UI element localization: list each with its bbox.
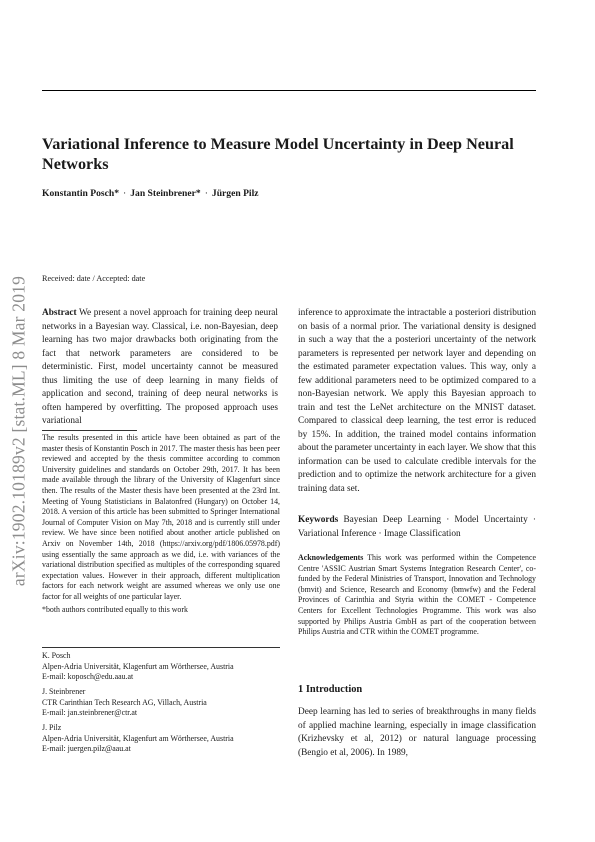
author-2: Jan Steinbrener* xyxy=(130,188,201,199)
keywords-label: Keywords xyxy=(298,515,339,525)
affiliation-email: E-mail: koposch@edu.aau.at xyxy=(42,672,134,682)
arxiv-stamp-text: arXiv:1902.10189v2 [stat.ML] 8 Mar 2019 xyxy=(8,275,29,587)
section-title: Introduction xyxy=(305,684,363,695)
abstract-text-left: We present a novel approach for training deep neural networks in a Bayesian way. Classical, i.e. non-Bayesian, deep learning has two major drawbacks both originating from the fact that network parameters are considered to be deterministic. First, model uncertainty cannot be measured thus limiting the use of deep learning in many fields of application and second, training of deep neural networks is often hampered by overfitting. The proposed approach uses variational xyxy=(42,308,278,426)
author-separator: · xyxy=(204,188,208,199)
affiliation-name: J. Pilz xyxy=(42,723,62,732)
footnote-text: The results presented in this article have been obtained as part of the master thesis of Konstantin Posch in 2017. The master thesis has been peer reviewed and accepted by the thesis committee according to common University guidelines and standards on October 29th, 2017. It has been made available through the library of the University of Klagenfurt since then. The results of the Master thesis have been presented at the 23rd Int. Meeting of Young Statisticians in Balatonfred (Hungary) on October 14, 2018. A version of this article has been submitted to Springer International Journal of Computer Vision on May 7th, 2018 and is currently still under review. We have since been notified about another article published on Arxiv on November 14th, 2018 (https://arxiv.org/pdf/1806.05978.pdf) using essentially the same approach as we did, i.e. with variances of the variational distribution specified as multiples of the corresponding squared expectation values. However in their approach, different multiplication factors for each network weight are assumed whereas we only use one factor for all weights of one particular layer. xyxy=(42,433,280,601)
footnote xyxy=(42,433,280,615)
affiliation-2 xyxy=(42,687,290,719)
acknowledgements xyxy=(298,553,536,638)
abstract-right xyxy=(298,307,536,496)
affiliation-3 xyxy=(42,723,290,755)
arxiv-stamp xyxy=(4,258,34,604)
section-body xyxy=(298,706,536,760)
equal-contribution-note: *both authors contributed equally to this work xyxy=(42,604,188,614)
affiliation-name: J. Steinbrener xyxy=(42,687,86,696)
affiliation-rule xyxy=(42,647,280,648)
author-1: Konstantin Posch* xyxy=(42,188,120,199)
top-rule xyxy=(42,90,536,91)
affiliation-name: K. Posch xyxy=(42,651,71,660)
author-separator: · xyxy=(123,188,127,199)
keywords xyxy=(298,514,536,541)
footnote-rule xyxy=(42,430,137,431)
acknowledgements-text: This work was performed within the Competence Centre 'ASSIC Austrian Smart Systems Integration Research Center', co-funded by the Federal Ministries of Transport, Innovation and Technology (bmvit) and Science, Research and Economy (bmwfw) and the Federal Provinces of Carinthia and Styria within the COMET - Competence Centers for Excellent Technologies Programme. This work was also supported by Philips Austria GmbH as part of the cooperation between Philips Austria and CTR within the COMET programme. xyxy=(298,553,536,637)
author-3: Jürgen Pilz xyxy=(211,188,259,199)
section-number: 1 xyxy=(298,684,304,695)
paper-title: Variational Inference to Measure Model Uncertainty in Deep Neural Networks xyxy=(42,135,514,173)
affiliation-institution: CTR Carinthian Tech Research AG, Villach, Austria xyxy=(42,697,207,707)
section-text: Deep learning has led to series of breakthroughs in many fields of applied machine learning, especially in image classification (Krizhevsky et al, 2012) or natural language processing (Bengio et al, 2006). In 1989, xyxy=(298,707,536,758)
abstract-text-right: inference to approximate the intractable a posteriori distribution on basis of a normal prior. The variational density is designed in such a way that the a posteriori uncertainty of the network parameters is represented per network layer and depending on the estimated parameter expectation values. This way, only a few additional parameters need to be optimized compared to a non-Bayesian network. We apply this Bayesian approach to train and test the LeNet architecture on the MNIST dataset. Compared to classical deep learning, the test error is reduced by 15%. In addition, the trained model contains information about the parameter uncertainty in each layer. We show that this information can be used to calculate credible intervals for the prediction and to optimize the network architecture for a given training data set. xyxy=(298,308,536,494)
affiliation-1 xyxy=(42,651,290,683)
abstract-left xyxy=(42,307,278,429)
affiliation-email: E-mail: juergen.pilz@aau.at xyxy=(42,744,131,754)
section-heading xyxy=(298,684,362,695)
received-line: Received: date / Accepted: date xyxy=(42,274,146,283)
acknowledgements-label: Acknowledgements xyxy=(298,553,364,562)
abstract-label: Abstract xyxy=(42,308,77,318)
keywords-text: Bayesian Deep Learning · Model Uncertainty · Variational Inference · Image Classification xyxy=(298,515,537,539)
affiliation-email: E-mail: jan.steinbrener@ctr.at xyxy=(42,708,138,718)
affiliation-institution: Alpen-Adria Universität, Klagenfurt am Wörthersee, Austria xyxy=(42,733,234,743)
affiliation-institution: Alpen-Adria Universität, Klagenfurt am Wörthersee, Austria xyxy=(42,661,234,671)
author-list xyxy=(42,188,259,199)
